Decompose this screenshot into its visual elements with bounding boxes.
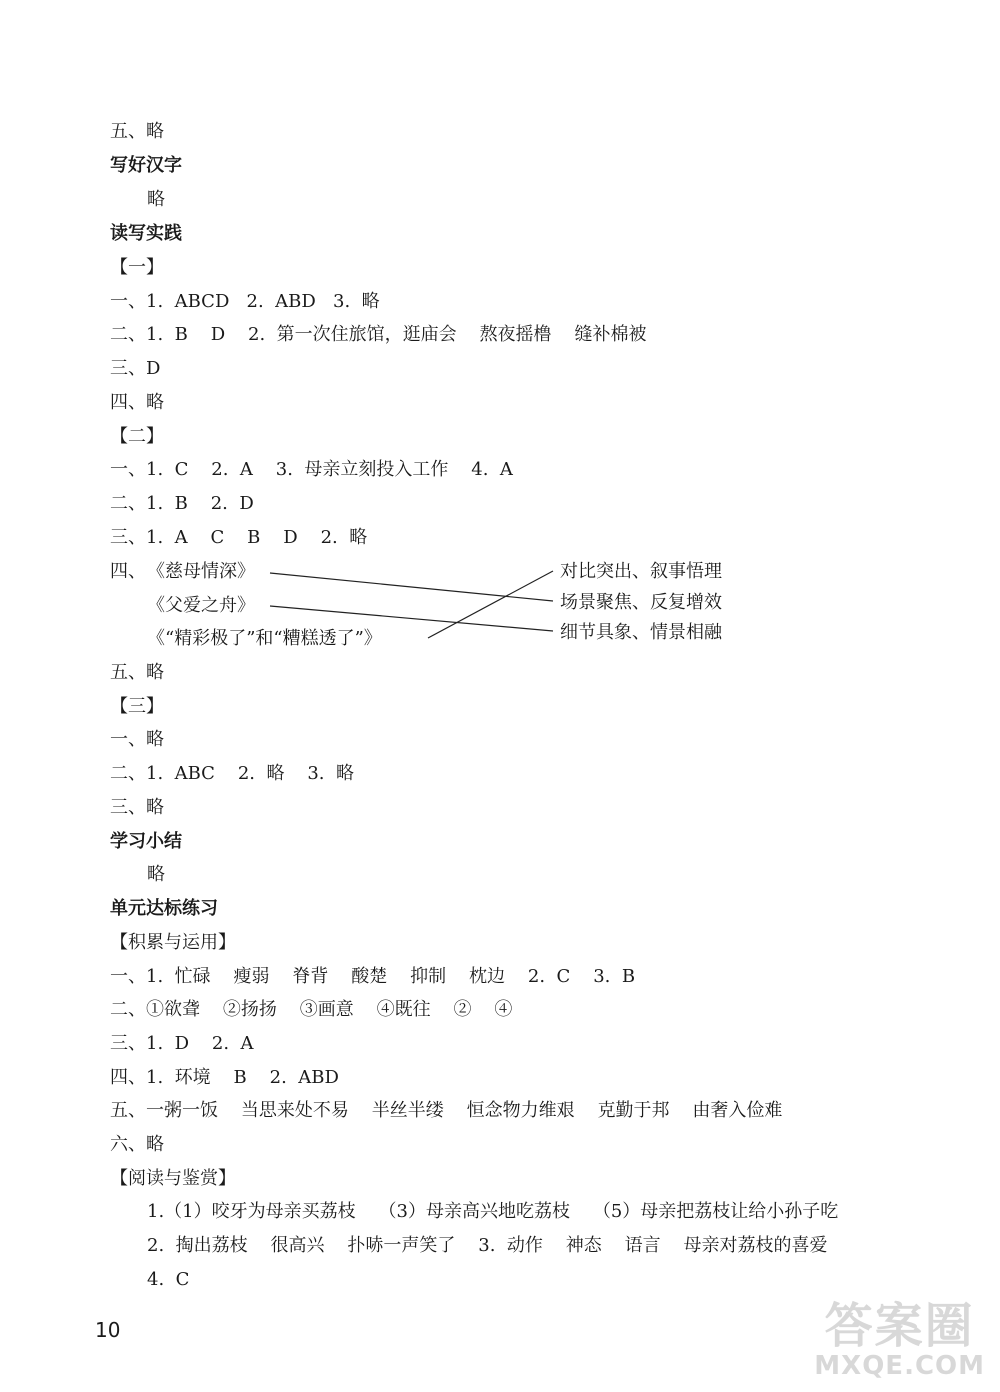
subsection-label: 【积累与运用】: [110, 932, 236, 953]
matching-prefix: 四、: [110, 561, 146, 582]
matching-left-item: 《慈母情深》: [147, 561, 255, 582]
answer-line: 三、略: [110, 797, 164, 818]
connector-line: [270, 606, 553, 631]
answer-line: 三、D: [110, 358, 161, 379]
answer-line: 一、略: [110, 729, 164, 750]
matching-right-item: 细节具象、情景相融: [560, 622, 722, 643]
answer-line: 三、1. D 2. A: [110, 1033, 254, 1054]
answer-line: 1.（1）咬牙为母亲买荔枝 （3）母亲高兴地吃荔枝 （5）母亲把荔枝让给小孙子吃: [147, 1201, 839, 1222]
watermark-logo: [814, 1300, 985, 1380]
watermark-brand: 答案圈: [824, 1298, 975, 1354]
answer-line: 二、1. ABC 2. 略 3. 略: [110, 763, 354, 784]
part-2-label: 【二】: [110, 426, 164, 447]
answer-line: 四、1. 环境 B 2. ABD: [110, 1067, 339, 1088]
matching-right-item: 对比突出、叙事悟理: [560, 561, 722, 582]
answer-line: 五、一粥一饭 当思来处不易 半丝半缕 恒念物力维艰 克勤于邦 由奢入俭难: [110, 1100, 783, 1121]
matching-left-item: 《“精彩极了”和“糟糕透了”》: [147, 628, 382, 649]
part-1-label: 【一】: [110, 257, 164, 278]
connector-line: [270, 573, 553, 601]
matching-right-item: 场景聚焦、反复增效: [560, 592, 722, 613]
heading-study-summary: 学习小结: [110, 831, 182, 852]
heading-write-characters: 写好汉字: [110, 155, 182, 176]
answer-omitted: 略: [147, 189, 165, 210]
answer-line: 五、略: [110, 662, 164, 683]
answer-line: 二、①欲聋 ②扬扬 ③画意 ④既往 ② ④: [110, 999, 513, 1020]
answer-line: 一、1. 忙碌 瘦弱 脊背 酸楚 抑制 枕边 2. C 3. B: [110, 966, 636, 987]
watermark-site: MXQE.COM: [814, 1351, 985, 1381]
connector-line: [428, 571, 553, 638]
page-number: 10: [95, 1318, 121, 1342]
answer-line: 二、1. B 2. D: [110, 493, 254, 514]
part-3-label: 【三】: [110, 696, 164, 717]
answer-line: 三、1. A C B D 2. 略: [110, 527, 368, 548]
answer-line: 4. C: [147, 1269, 190, 1290]
answer-omitted: 略: [147, 864, 165, 885]
answer-line: 一、1. C 2. A 3. 母亲立刻投入工作 4. A: [110, 459, 513, 480]
section-5: 五、略: [110, 121, 164, 142]
answer-line: 四、略: [110, 392, 164, 413]
answer-line: 六、略: [110, 1134, 164, 1155]
answer-line: 二、1. B D 2. 第一次住旅馆，逛庙会 熬夜摇橹 缝补棉被: [110, 324, 647, 345]
matching-left-item: 《父爱之舟》: [147, 595, 255, 616]
answer-line: 2. 掏出荔枝 很高兴 扑哧一声笑了 3. 动作 神态 语言 母亲对荔枝的喜爱: [147, 1235, 828, 1256]
heading-reading-writing: 读写实践: [110, 223, 182, 244]
heading-unit-practice: 单元达标练习: [110, 898, 218, 919]
subsection-label: 【阅读与鉴赏】: [110, 1168, 236, 1189]
answer-line: 一、1. ABCD 2. ABD 3. 略: [110, 291, 380, 312]
